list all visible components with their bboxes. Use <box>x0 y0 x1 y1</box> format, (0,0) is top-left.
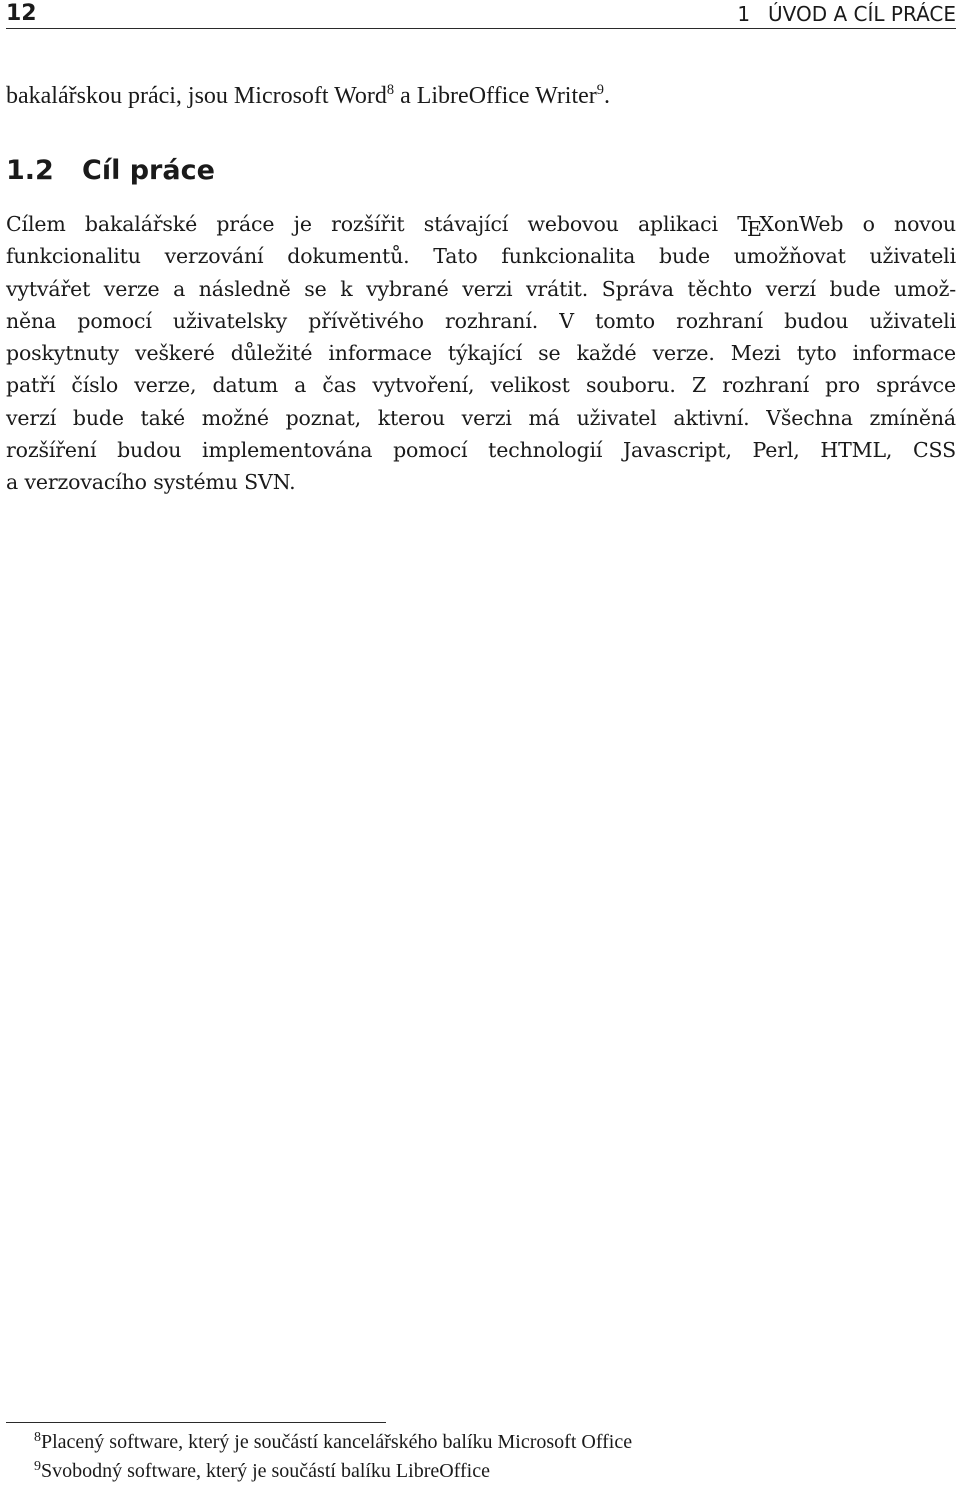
footnote-8 <box>6 1429 956 1458</box>
running-header <box>6 0 956 29</box>
body-paragraph <box>6 208 956 499</box>
footnote-ref-8[interactable]: 8 <box>386 82 395 99</box>
carry-over-line <box>6 80 956 115</box>
paragraph-line: poskytnuty veškeré důležité informace týkající se každé verze. Mezi tyto informace <box>6 341 956 366</box>
running-chapter-title <box>737 3 956 25</box>
section-number: 1.2 <box>6 155 54 186</box>
tex-logo-e: E <box>747 216 762 241</box>
paragraph-line: něna pomocí uživatelsky přívětivého rozhraní. V tomto rozhraní budou uživateli <box>6 308 956 333</box>
paragraph-line: rozšíření budou implementována pomocí technologií Javascript, Perl, HTML, CSS <box>6 438 956 463</box>
section-title: Cíl práce <box>82 155 215 186</box>
footnote-text: Svobodný software, který je součástí balíku LibreOffice <box>41 1460 490 1482</box>
footnotes <box>6 1429 956 1487</box>
footnote-mark: 9 <box>34 1459 41 1474</box>
line1-before: Cílem bakalářské práce je rozšířit stávající webovou aplikaci T <box>6 212 751 236</box>
chapter-title: ÚVOD A CÍL PRÁCE <box>768 2 956 26</box>
footnote-ref-9[interactable]: 9 <box>596 82 604 99</box>
section-heading <box>6 153 215 189</box>
paragraph-line: verzí bude také možné poznat, kterou verzi má uživatel aktivní. Všechna zmíněná <box>6 405 956 430</box>
paragraph-line: patří číslo verze, datum a čas vytvoření, velikost souboru. Z rozhraní pro správce <box>6 373 956 398</box>
carry-text-after: . <box>604 83 610 109</box>
footnote-mark: 8 <box>34 1430 41 1445</box>
carry-text-middle: a LibreOffice Writer <box>394 83 597 109</box>
page-number: 12 <box>6 1 37 26</box>
paragraph-line: funkcionalitu verzování dokumentů. Tato funkcionalita bude umožňovat uživateli <box>6 244 956 269</box>
footnote-rule <box>6 1422 386 1423</box>
footnote-text: Placený software, který je součástí kancelářského balíku Microsoft Office <box>41 1431 633 1453</box>
line1-after: XonWeb o novou <box>759 212 956 236</box>
paragraph-line <box>6 208 956 240</box>
footnote-9 <box>6 1458 956 1487</box>
paragraph-line: a verzovacího systému SVN. <box>6 470 296 495</box>
carry-text-before: bakalářskou práci, jsou Microsoft Word <box>6 83 387 109</box>
paragraph-line: vytvářet verze a následně se k vybrané verzi vrátit. Správa těchto verzí bude umož- <box>6 276 956 301</box>
chapter-number: 1 <box>737 2 751 26</box>
